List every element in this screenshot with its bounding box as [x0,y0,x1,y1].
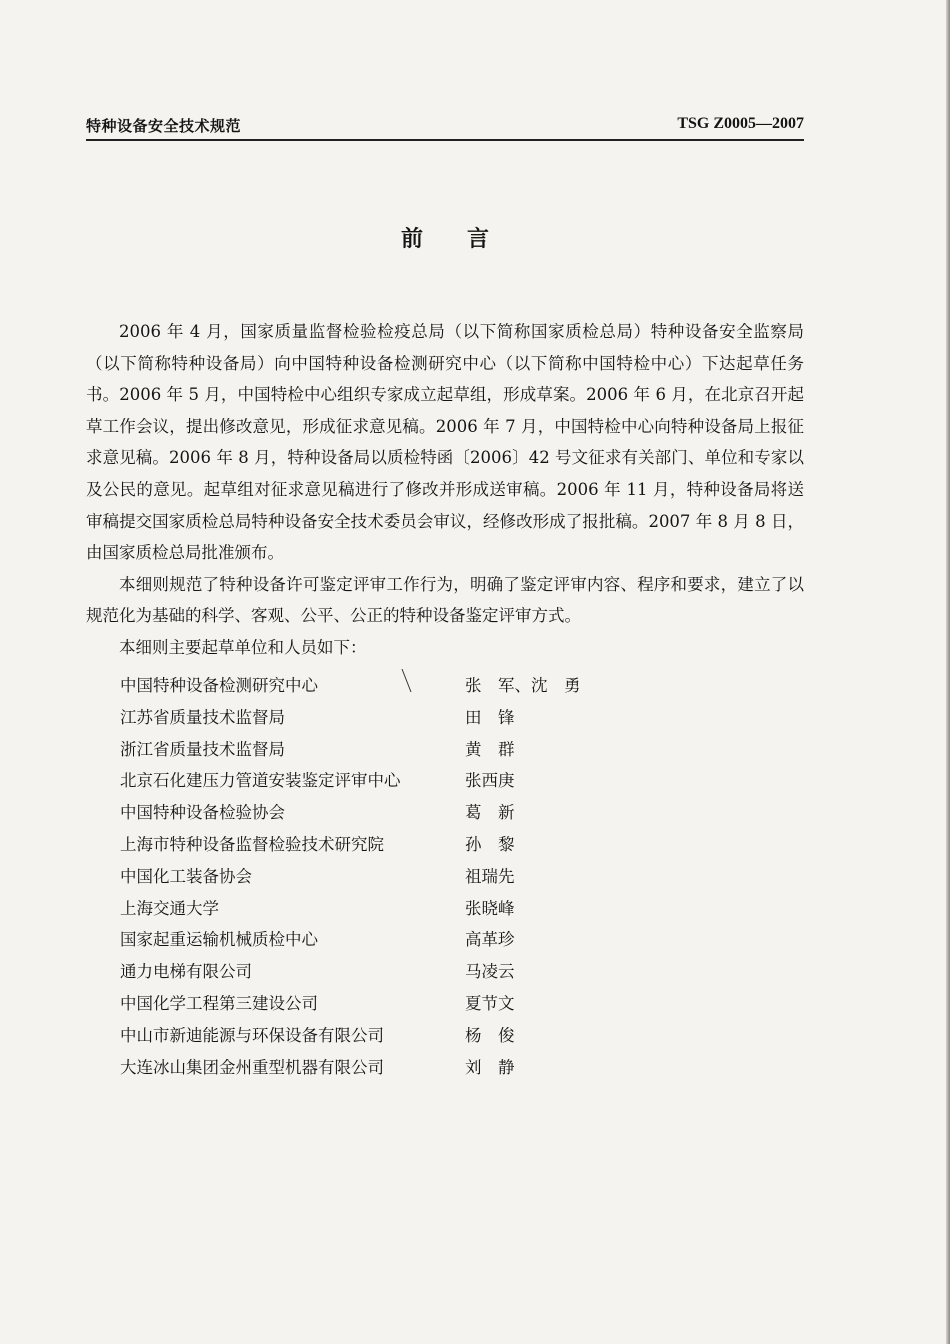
page-title: 前言 [400,227,533,252]
drafter-row [120,988,640,1020]
drafter-people: 高革珍 [465,930,515,950]
drafter-row [120,670,640,702]
drafter-row [120,1020,640,1052]
preface-paragraph-history: 2006 年 4 月，国家质量监督检验检疫总局（以下简称国家质检总局）特种设备安全监察局（以下简称特种设备局）向中国特种设备检测研究中心（以下简称中国特检中心）下达起草任务书。2006 年 5 月，中国特检中心组织专家成立起草组，形成草案。2006 年 6 月，在北京召开起草工作会议，提出修改意见，形成征求意见稿。2006 年 7 月，中国特检中心向特种设备局上报征求意见稿。2006 年 8 月，特种设备局以质检特函〔2006〕42 号文征求有关部门、单位和专家以及公民的意见。起草组对征求意见稿进行了修改并形成送审稿。2006 年 11 月，特种设备局将送审稿提交国家质检总局特种设备安全技术委员会审议，经修改形成了报批稿。2007 年 8 月 8 日，由国家质检总局批准颁布。 [86,322,804,563]
drafter-people: 杨 俊 [465,1025,515,1045]
drafter-people: 黄 群 [465,739,515,759]
standard-number: TSG Z0005—2007 [677,115,804,132]
drafter-row [120,829,640,861]
drafter-org: 浙江省质量技术监督局 [120,739,285,759]
drafter-row [120,1052,640,1084]
running-header [86,113,804,141]
drafter-people: 刘 静 [465,1057,515,1077]
drafter-org: 中国特种设备检测研究中心 [120,676,318,695]
drafter-org: 大连冰山集团金州重型机器有限公司 [120,1057,384,1077]
drafter-people: 祖瑞先 [465,866,515,886]
drafter-row [120,956,640,988]
preface-paragraph-drafters-intro: 本细则主要起草单位和人员如下： [119,637,367,657]
preface-paragraph-scope: 本细则规范了特种设备许可鉴定评审工作行为，明确了鉴定评审内容、程序和要求，建立了以规范化为基础的科学、客观、公平、公正的特种设备鉴定评审方式。 [86,574,804,626]
drafter-org: 中山市新迪能源与环保设备有限公司 [120,1025,384,1045]
drafter-row [120,893,640,925]
drafter-people: 田 锋 [465,707,515,727]
drafter-org: 中国化学工程第三建设公司 [120,993,318,1013]
drafter-row [120,734,640,766]
drafter-row [120,702,640,734]
drafter-row [120,924,640,956]
drafter-org: 北京石化建压力管道安装鉴定评审中心 [120,771,401,791]
drafter-row [120,765,640,797]
drafter-row [120,797,640,829]
page-edge-shadow [946,0,950,1344]
drafter-people: 张晓峰 [465,898,515,918]
drafter-people: 孙 黎 [465,834,515,854]
drafter-people: 马凌云 [465,962,515,982]
preface-body [86,316,804,664]
series-title: 特种设备安全技术规范 [86,117,242,135]
drafter-row [120,861,640,893]
drafter-org: 中国特种设备检验协会 [120,803,285,823]
drafter-org: 上海交通大学 [120,898,219,918]
drafter-org: 中国化工装备协会 [120,866,252,886]
drafter-org: 上海市特种设备监督检验技术研究院 [120,834,384,854]
drafter-org: 江苏省质量技术监督局 [120,707,285,727]
drafter-people: 夏节文 [465,993,515,1013]
drafter-people: 张 军、沈 勇 [465,676,581,695]
drafter-people: 张西庚 [465,771,515,791]
drafter-people: 葛 新 [465,803,515,823]
drafters-list [120,670,640,1083]
drafter-org: 通力电梯有限公司 [120,962,252,982]
drafter-org: 国家起重运输机械质检中心 [120,930,318,950]
